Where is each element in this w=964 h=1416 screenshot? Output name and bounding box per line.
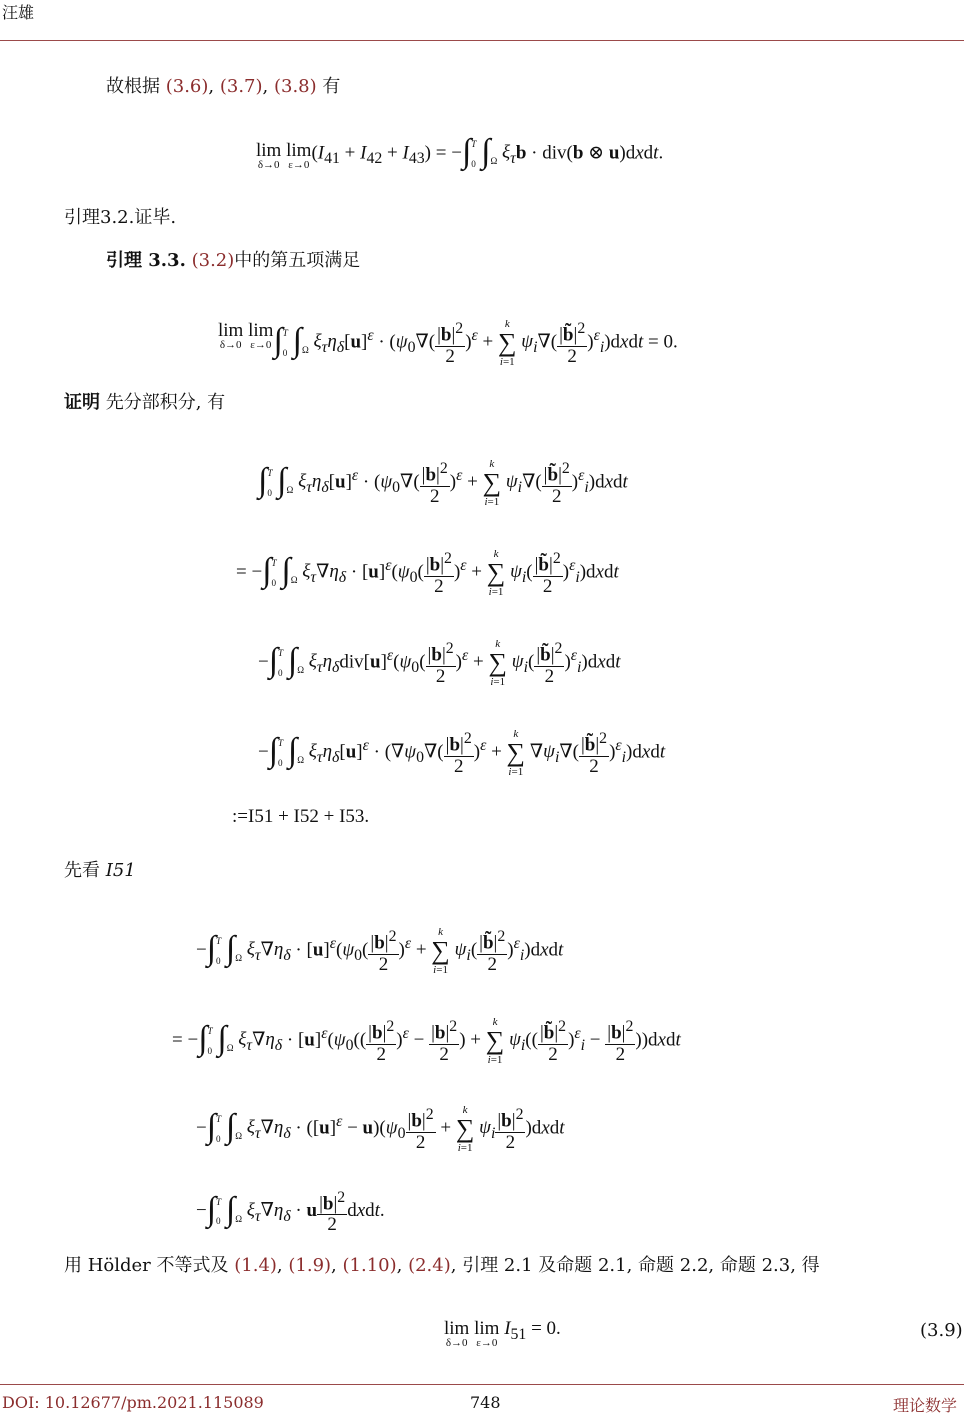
conclusion-text-end: , 引理 2.1 及命题 2.1, 命题 2.2, 命题 2.3, 得: [450, 1255, 820, 1276]
I51-eq-line-2: = −∫$^T$ $_0$ ∫ $_\Omega$ $\xi_\tau\nabla\eta_\delta \cdot [u]^\varepsilon(\psi_0$(( $\frac{|b|^2}{2}$ )$^\varepsilon$ − $\frac{|b|^2}{2}$ ) + k ∑ i=1 $\psi_i$(( $\frac{|b̃|^2}{2}$ )$^\varepsilon_i$ − $\frac{|b|^2}{2}$ ))dxdt: [172, 1016, 681, 1066]
equation-number: (3.9): [920, 1320, 963, 1341]
ref-2-4[interactable]: (2.4): [408, 1255, 451, 1276]
lemma-3-2-end: 引理3.2.证毕.: [64, 207, 177, 228]
look-term: I51: [105, 860, 136, 881]
conclusion-paragraph: 用 Hölder 不等式及 (1.4), (1.9), (1.10), (2.4), 引理 2.1 及命题 2.1, 命题 2.2, 命题 2.3, 得: [64, 1255, 820, 1276]
lemma-text: 中的第五项满足: [234, 250, 361, 271]
ref-3-7[interactable]: (3.7): [219, 76, 263, 97]
proof-eq-line-1: ∫$^T$ $_0$ ∫ $_\Omega$ $\xi_\tau\eta_\delta[u]^\varepsilon \cdot (\psi_0\nabla$( $\frac{|b|^2}{2}$ )$^\varepsilon$ + k ∑ i=1 $\psi_i\nabla$( $\frac{|b̃|^2}{2}$ )$^\varepsilon_i$)dxdt: [258, 458, 628, 508]
proof-eq-line-3: −∫$^T$ $_0$ ∫ $_\Omega$ $\xi_\tau\eta_\delta div[u]^\varepsilon(\psi_0$( $\frac{|b|^2}{2}$ )$^\varepsilon$ + k ∑ i=1 $\psi_i$( $\frac{|b̃|^2}{2}$ )$^\varepsilon_i$)dxdt: [258, 638, 621, 688]
intro-text-end: 有: [316, 76, 341, 97]
ref-3-8[interactable]: (3.8): [273, 76, 317, 97]
footer-journal[interactable]: 理论数学: [893, 1396, 958, 1415]
proof-eq-line-4: −∫$^T$ $_0$ ∫ $_\Omega$ $\xi_\tau\eta_\delta[u]^\varepsilon \cdot (\nabla\psi_0\nabla$( $\frac{|b|^2}{2}$ )$^\varepsilon$ + k ∑ i=1 $\nabla\psi_i\nabla$( $\frac{|b̃|^2}{2}$ )$^\varepsilon_i$)dxdt: [258, 728, 666, 778]
proof-text: 先分部积分, 有: [100, 392, 226, 413]
ref-1-4[interactable]: (1.4): [234, 1255, 277, 1276]
conclusion-text: 用 Hölder 不等式及: [64, 1255, 235, 1276]
intro-paragraph: 故根据 (3.6), (3.7), (3.8) 有: [106, 76, 341, 97]
ref-1-10[interactable]: (1.10): [342, 1255, 397, 1276]
lemma-label: 引理 3.3.: [106, 250, 186, 271]
intro-text: 故根据: [106, 76, 166, 97]
proof-label: 证明: [64, 392, 100, 413]
ref-3-6[interactable]: (3.6): [165, 76, 209, 97]
header-rule: [0, 40, 964, 41]
ref-1-9[interactable]: (1.9): [288, 1255, 332, 1276]
look-text: 先看: [64, 860, 106, 881]
proof-start: [64, 390, 225, 416]
split-result: :=I51 + I52 + I53.: [232, 806, 370, 827]
equation-lemma-3-3: lim δ→0 lim ε→0 ∫$^T$ $_0$ ∫ $_\Omega$ $\xi_\tau\eta_\delta[u]^\varepsilon \cdot (\psi_0\nabla$( $\frac{|b|^2}{2}$ )$^\varepsilon$ + k ∑ i=1 $\psi_i\nabla$( $\frac{|b̃|^2}{2}$ )$^\varepsilon_i$)dxdt = 0.: [218, 318, 678, 368]
I51-eq-line-3: −∫$^T$ $_0$ ∫ $_\Omega$ $\xi_\tau\nabla\eta_\delta \cdot ([u]^\varepsilon - u)(\psi_0$ $\frac{|b|^2}{2}$ + k ∑ i=1 $\psi_i$ $\frac{|b|^2}{2}$ )dxdt: [196, 1104, 565, 1154]
equation-limit-I4: lim δ→0 lim ε→0 $(I_{41} + I_{42} + I_{43}) = -\int^T$ $_0$ ∫ $_\Omega$ $\xi_\tau b \cdot div(b$ ⊗ u)dxdt.: [256, 133, 664, 171]
I51-eq-line-4: −∫$^T$ $_0$ ∫ $_\Omega$ $\xi_\tau\nabla\eta_\delta \cdot u$ $\frac{|b|^2}{2}$ dxdt.: [196, 1189, 385, 1236]
equation-3-9: lim δ→0 lim ε→0 $I_{51} = 0$.: [444, 1318, 561, 1349]
footer-page-number: 748: [470, 1393, 501, 1412]
lemma-3-3: [106, 248, 360, 274]
ref-3-2[interactable]: (3.2): [191, 250, 235, 271]
footer-doi[interactable]: DOI: 10.12677/pm.2021.115089: [2, 1393, 264, 1412]
I51-eq-line-1: −∫$^T$ $_0$ ∫ $_\Omega$ $\xi_\tau\nabla\eta_\delta \cdot [u]^\varepsilon(\psi_0$( $\frac{|b|^2}{2}$ )$^\varepsilon$ + k ∑ i=1 $\psi_i$( $\frac{|b̃|^2}{2}$ )$^\varepsilon_i$)dxdt: [196, 926, 564, 976]
proof-eq-line-2: = −∫$^T$ $_0$ ∫ $_\Omega$ $\xi_\tau\nabla\eta_\delta \cdot [u]^\varepsilon(\psi_0$( $\frac{|b|^2}{2}$ )$^\varepsilon$ + k ∑ i=1 $\psi_i$( $\frac{|b̃|^2}{2}$ )$^\varepsilon_i$)dxdt: [236, 548, 619, 598]
header-author: 汪雄: [2, 3, 35, 22]
footer-rule: [0, 1384, 964, 1385]
look-at-I51: [64, 858, 136, 884]
